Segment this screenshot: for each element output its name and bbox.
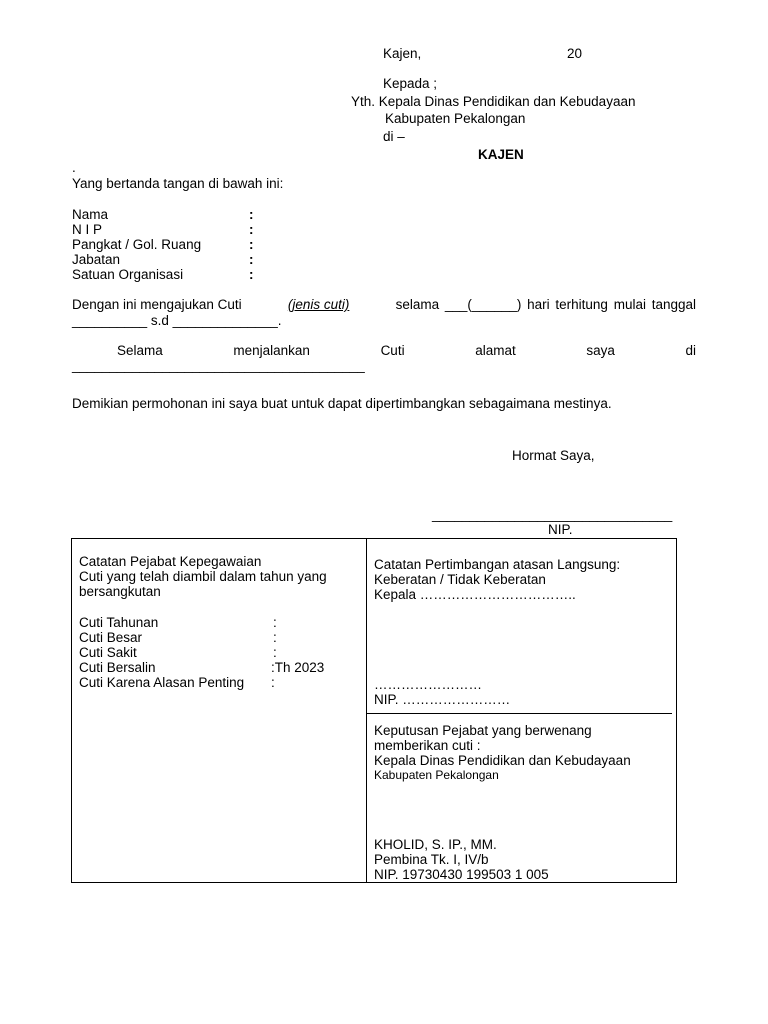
official-nip: NIP. 19730430 199503 1 005: [374, 867, 549, 882]
field-nama-colon: :: [249, 207, 254, 222]
request-part1: Dengan ini mengajukan Cuti: [72, 297, 242, 312]
field-jabatan-colon: :: [249, 252, 254, 267]
right-top-option: Keberatan / Tidak Keberatan: [374, 572, 546, 587]
address-word-3: Cuti: [380, 343, 405, 358]
address-word-6: di: [685, 343, 696, 358]
leave-bersalin-value: :Th 2023: [271, 660, 325, 675]
leave-sakit-label: Cuti Sakit: [79, 645, 137, 660]
leave-penting-label: Cuti Karena Alasan Penting: [79, 675, 245, 690]
address-word-2: menjalankan: [233, 343, 310, 358]
decision-line-3: Kepala Dinas Pendidikan dan Kebudayaan: [374, 753, 631, 768]
leave-tahunan-value: :: [273, 615, 277, 630]
recipient-region: Kabupaten Pekalongan: [385, 111, 526, 126]
left-box-title: Catatan Pejabat Kepegawaian: [79, 554, 262, 569]
field-satuan-colon: :: [249, 267, 254, 282]
leave-bersalin-label: Cuti Bersalin: [79, 660, 156, 675]
address-word-1: Selama: [117, 343, 163, 358]
year-label: 20: [567, 46, 583, 61]
place-label: Kajen,: [383, 46, 422, 61]
recipient-title: Yth. Kepala Dinas Pendidikan dan Kebudayaan: [351, 94, 636, 109]
table-left-border: [71, 538, 72, 883]
leave-besar-value: :: [273, 630, 277, 645]
recipient-city: KAJEN: [478, 147, 524, 162]
address-line-1: [72, 343, 696, 358]
table-right-divider: [366, 713, 672, 714]
intro-text: Yang bertanda tangan di bawah ini:: [72, 176, 284, 191]
closing-text: Demikian permohonan ini saya buat untuk dapat dipertimbangkan sebagaimana mestinya.: [72, 396, 612, 411]
right-top-nip: NIP. ……………………: [374, 692, 511, 707]
request-part2: selama ___(______) hari terhitung mulai tanggal: [395, 297, 696, 312]
table-right-border: [676, 538, 677, 883]
request-line-1: [72, 297, 696, 312]
official-name: KHOLID, S. IP., MM.: [374, 837, 497, 852]
kepada-label: Kepada ;: [383, 76, 438, 91]
table-bottom-border: [71, 882, 677, 883]
address-line-2: _______________________________________: [72, 358, 365, 373]
address-word-4: alamat: [475, 343, 516, 358]
address-word-5: saya: [586, 343, 615, 358]
leave-besar-label: Cuti Besar: [79, 630, 143, 645]
field-nip-label: N I P: [72, 222, 103, 237]
right-top-title: Catatan Pertimbangan atasan Langsung:: [374, 557, 621, 572]
decision-line-1: Keputusan Pejabat yang berwenang: [374, 723, 592, 738]
right-top-kepala: Kepala ……………………………..: [374, 587, 576, 602]
recipient-di: di –: [383, 129, 405, 144]
field-satuan-label: Satuan Organisasi: [72, 267, 184, 282]
signature-greeting: Hormat Saya,: [512, 448, 595, 463]
field-pangkat-colon: :: [249, 237, 254, 252]
request-jenis-cuti: (jenis cuti): [287, 297, 350, 312]
signature-line: ________________________________: [432, 507, 673, 522]
decision-line-2: memberikan cuti :: [374, 738, 481, 753]
left-box-subtitle-2: bersangkutan: [79, 584, 161, 599]
official-rank: Pembina Tk. I, IV/b: [374, 852, 489, 867]
field-nip-colon: :: [249, 222, 254, 237]
decision-line-4: Kabupaten Pekalongan: [374, 768, 499, 782]
field-pangkat-label: Pangkat / Gol. Ruang: [72, 237, 202, 252]
signature-nip: NIP.: [548, 522, 573, 537]
request-line-2: __________ s.d ______________.: [72, 313, 282, 328]
table-middle-divider: [366, 538, 367, 883]
left-box-subtitle-1: Cuti yang telah diambil dalam tahun yang: [79, 569, 327, 584]
right-top-dots: ……………………: [374, 677, 482, 692]
table-top-border: [71, 538, 677, 539]
leave-tahunan-label: Cuti Tahunan: [79, 615, 159, 630]
leave-penting-value: :: [271, 675, 275, 690]
dot-mark: .: [72, 160, 76, 175]
field-nama-label: Nama: [72, 207, 109, 222]
leave-sakit-value: :: [273, 645, 277, 660]
field-jabatan-label: Jabatan: [72, 252, 121, 267]
